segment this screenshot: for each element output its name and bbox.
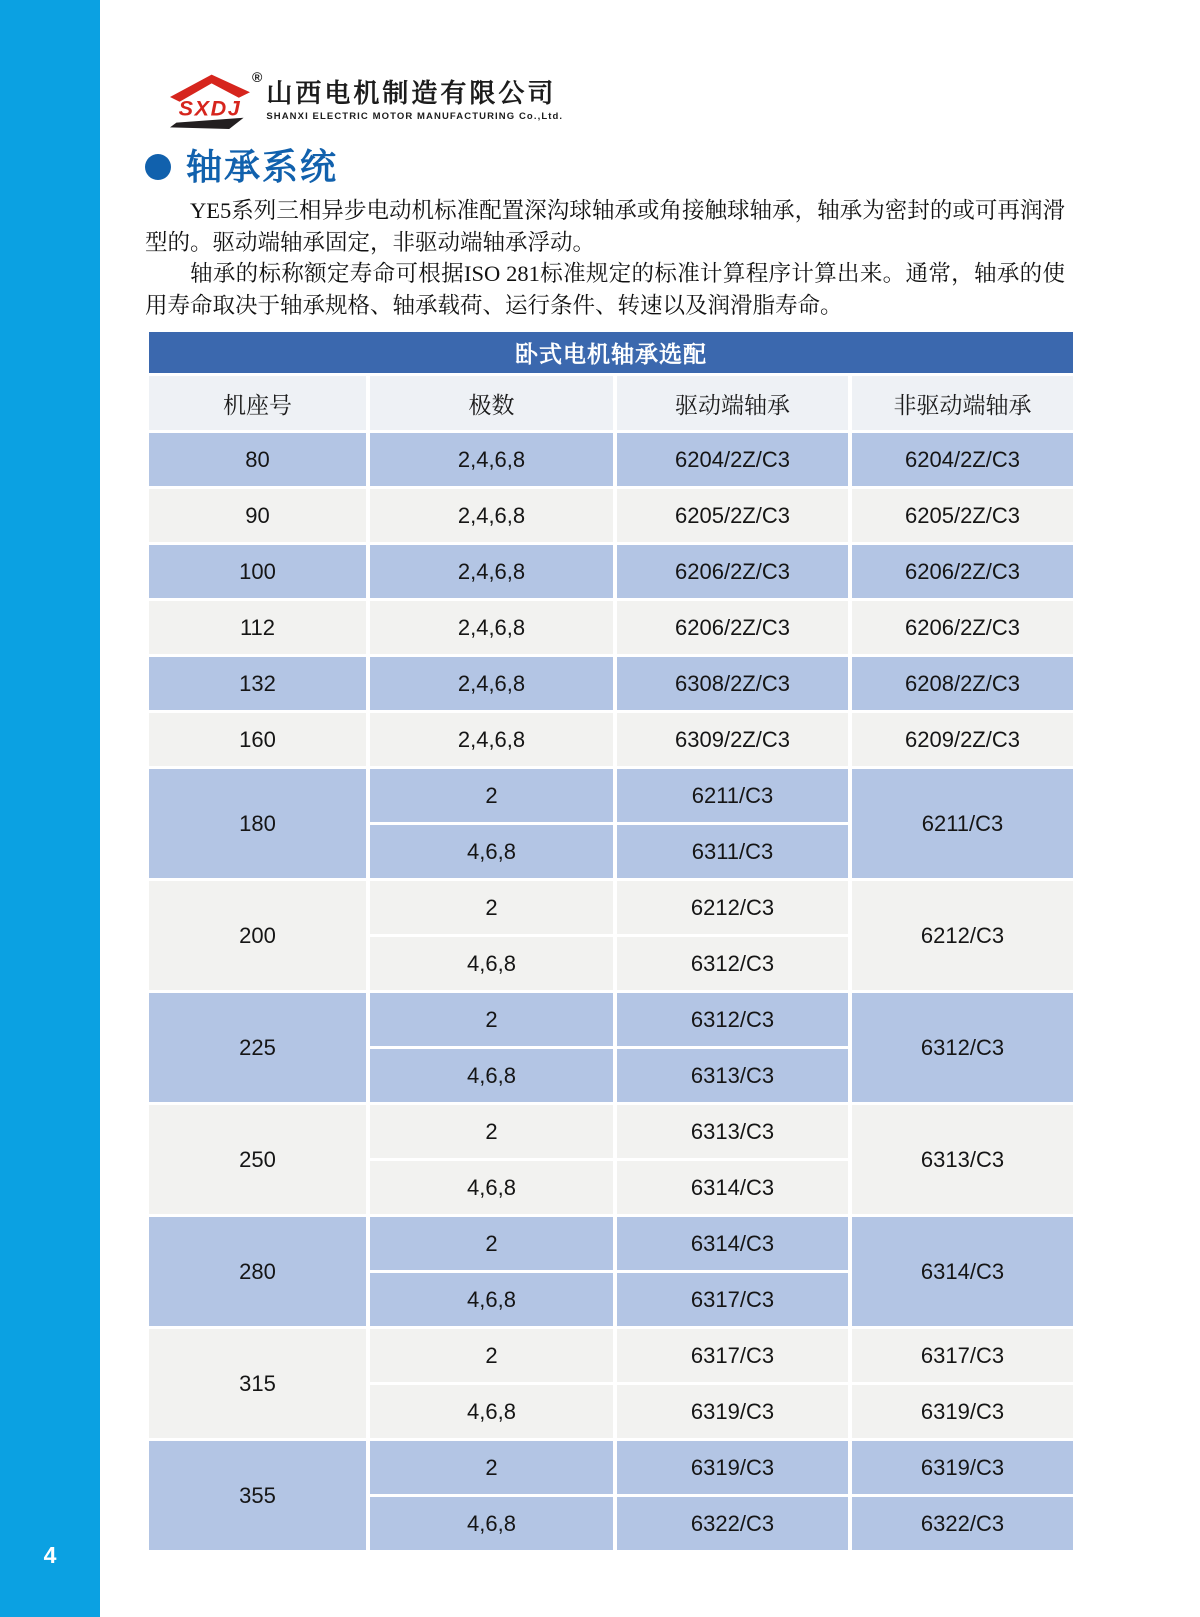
drive-end-bearing-cell: 6311/C3 (617, 825, 848, 878)
non-drive-end-bearing-cell: 6209/2Z/C3 (852, 713, 1073, 766)
column-header-4: 非驱动端轴承 (852, 376, 1073, 430)
poles-cell: 2,4,6,8 (370, 601, 613, 654)
non-drive-end-bearing-cell: 6204/2Z/C3 (852, 433, 1073, 486)
column-header-2: 极数 (370, 376, 613, 430)
table-row (149, 601, 1073, 654)
drive-end-bearing-cell: 6313/C3 (617, 1105, 848, 1158)
non-drive-end-bearing-cell: 6319/C3 (852, 1441, 1073, 1494)
drive-end-bearing-cell: 6317/C3 (617, 1273, 848, 1326)
table-row (149, 1441, 1073, 1494)
non-drive-end-bearing-cell: 6322/C3 (852, 1497, 1073, 1550)
paragraph-bearing-life: 轴承的标称额定寿命可根据ISO 281标准规定的标准计算程序计算出来。通常，轴承的使用寿命取决于轴承规格、轴承载荷、运行条件、转速以及润滑脂寿命。 (145, 261, 1065, 318)
drive-end-bearing-cell: 6206/2Z/C3 (617, 545, 848, 598)
table-row (149, 881, 1073, 934)
column-header-3: 驱动端轴承 (617, 376, 848, 430)
paragraph-bearing-config: YE5系列三相异步电动机标准配置深沟球轴承或角接触球轴承，轴承为密封的或可再润滑型的。驱动端轴承固定，非驱动端轴承浮动。 (145, 198, 1065, 255)
table-row (149, 769, 1073, 822)
frame-size-cell: 90 (149, 489, 366, 542)
poles-cell: 2,4,6,8 (370, 489, 613, 542)
non-drive-end-bearing-cell: 6319/C3 (852, 1385, 1073, 1438)
frame-size-cell: 200 (149, 881, 366, 990)
frame-size-cell: 180 (149, 769, 366, 878)
drive-end-bearing-cell: 6313/C3 (617, 1049, 848, 1102)
drive-end-bearing-cell: 6206/2Z/C3 (617, 601, 848, 654)
drive-end-bearing-cell: 6211/C3 (617, 769, 848, 822)
sxdj-logo-icon (170, 73, 250, 129)
drive-end-bearing-cell: 6317/C3 (617, 1329, 848, 1382)
drive-end-bearing-cell: 6319/C3 (617, 1385, 848, 1438)
section-title-text: 轴承系统 (186, 146, 339, 187)
non-drive-end-bearing-cell: 6212/C3 (852, 881, 1073, 990)
table-row (149, 1217, 1073, 1270)
page-number: 4 (43, 1542, 57, 1568)
company-logo (170, 69, 1200, 125)
company-name-en: SHANXI ELECTRIC MOTOR MANUFACTURING Co.,Ltd. (266, 110, 564, 122)
drive-end-bearing-cell: 6322/C3 (617, 1497, 848, 1550)
section-heading (145, 146, 1200, 187)
non-drive-end-bearing-cell: 6317/C3 (852, 1329, 1073, 1382)
drive-end-bearing-cell: 6312/C3 (617, 993, 848, 1046)
poles-cell: 2 (370, 1441, 613, 1494)
poles-cell: 2 (370, 1105, 613, 1158)
drive-end-bearing-cell: 6314/C3 (617, 1161, 848, 1214)
table-row (149, 1329, 1073, 1382)
frame-size-cell: 280 (149, 1217, 366, 1326)
table-row (149, 1105, 1073, 1158)
non-drive-end-bearing-cell: 6314/C3 (852, 1217, 1073, 1326)
company-name-cn: 山西电机制造有限公司 (266, 78, 557, 108)
poles-cell: 4,6,8 (370, 937, 613, 990)
table-row (149, 993, 1073, 1046)
poles-cell: 2,4,6,8 (370, 657, 613, 710)
drive-end-bearing-cell: 6314/C3 (617, 1217, 848, 1270)
poles-cell: 2 (370, 769, 613, 822)
non-drive-end-bearing-cell: 6208/2Z/C3 (852, 657, 1073, 710)
non-drive-end-bearing-cell: 6313/C3 (852, 1105, 1073, 1214)
drive-end-bearing-cell: 6212/C3 (617, 881, 848, 934)
frame-size-cell: 225 (149, 993, 366, 1102)
non-drive-end-bearing-cell: 6312/C3 (852, 993, 1073, 1102)
poles-cell: 2 (370, 1329, 613, 1382)
poles-cell: 4,6,8 (370, 825, 613, 878)
poles-cell: 4,6,8 (370, 1273, 613, 1326)
table-row (149, 657, 1073, 710)
drive-end-bearing-cell: 6312/C3 (617, 937, 848, 990)
bullet-icon (145, 154, 171, 180)
table-title: 卧式电机轴承选配 (149, 332, 1073, 373)
frame-size-cell: 355 (149, 1441, 366, 1550)
drive-end-bearing-cell: 6308/2Z/C3 (617, 657, 848, 710)
frame-size-cell: 160 (149, 713, 366, 766)
poles-cell: 2 (370, 993, 613, 1046)
poles-cell: 4,6,8 (370, 1385, 613, 1438)
frame-size-cell: 112 (149, 601, 366, 654)
poles-cell: 4,6,8 (370, 1161, 613, 1214)
poles-cell: 4,6,8 (370, 1497, 613, 1550)
left-accent-bar (0, 0, 100, 1617)
company-names (266, 79, 563, 122)
poles-cell: 2 (370, 1217, 613, 1270)
table-row (149, 489, 1073, 542)
registered-trademark: ® (252, 69, 263, 85)
column-header-1: 机座号 (149, 376, 366, 430)
frame-size-cell: 100 (149, 545, 366, 598)
table-row (149, 545, 1073, 598)
poles-cell: 2,4,6,8 (370, 713, 613, 766)
table-header-row (149, 376, 1073, 430)
poles-cell: 4,6,8 (370, 1049, 613, 1102)
svg-text:SXDJ: SXDJ (178, 95, 242, 121)
frame-size-cell: 132 (149, 657, 366, 710)
table-row (149, 433, 1073, 486)
poles-cell: 2,4,6,8 (370, 545, 613, 598)
frame-size-cell: 315 (149, 1329, 366, 1438)
non-drive-end-bearing-cell: 6211/C3 (852, 769, 1073, 878)
poles-cell: 2,4,6,8 (370, 433, 613, 486)
non-drive-end-bearing-cell: 6205/2Z/C3 (852, 489, 1073, 542)
drive-end-bearing-cell: 6319/C3 (617, 1441, 848, 1494)
frame-size-cell: 80 (149, 433, 366, 486)
table-row (149, 713, 1073, 766)
non-drive-end-bearing-cell: 6206/2Z/C3 (852, 601, 1073, 654)
page-content (100, 0, 1200, 1617)
bearing-selection-table (145, 329, 1077, 1553)
non-drive-end-bearing-cell: 6206/2Z/C3 (852, 545, 1073, 598)
drive-end-bearing-cell: 6204/2Z/C3 (617, 433, 848, 486)
frame-size-cell: 250 (149, 1105, 366, 1214)
drive-end-bearing-cell: 6309/2Z/C3 (617, 713, 848, 766)
poles-cell: 2 (370, 881, 613, 934)
drive-end-bearing-cell: 6205/2Z/C3 (617, 489, 848, 542)
